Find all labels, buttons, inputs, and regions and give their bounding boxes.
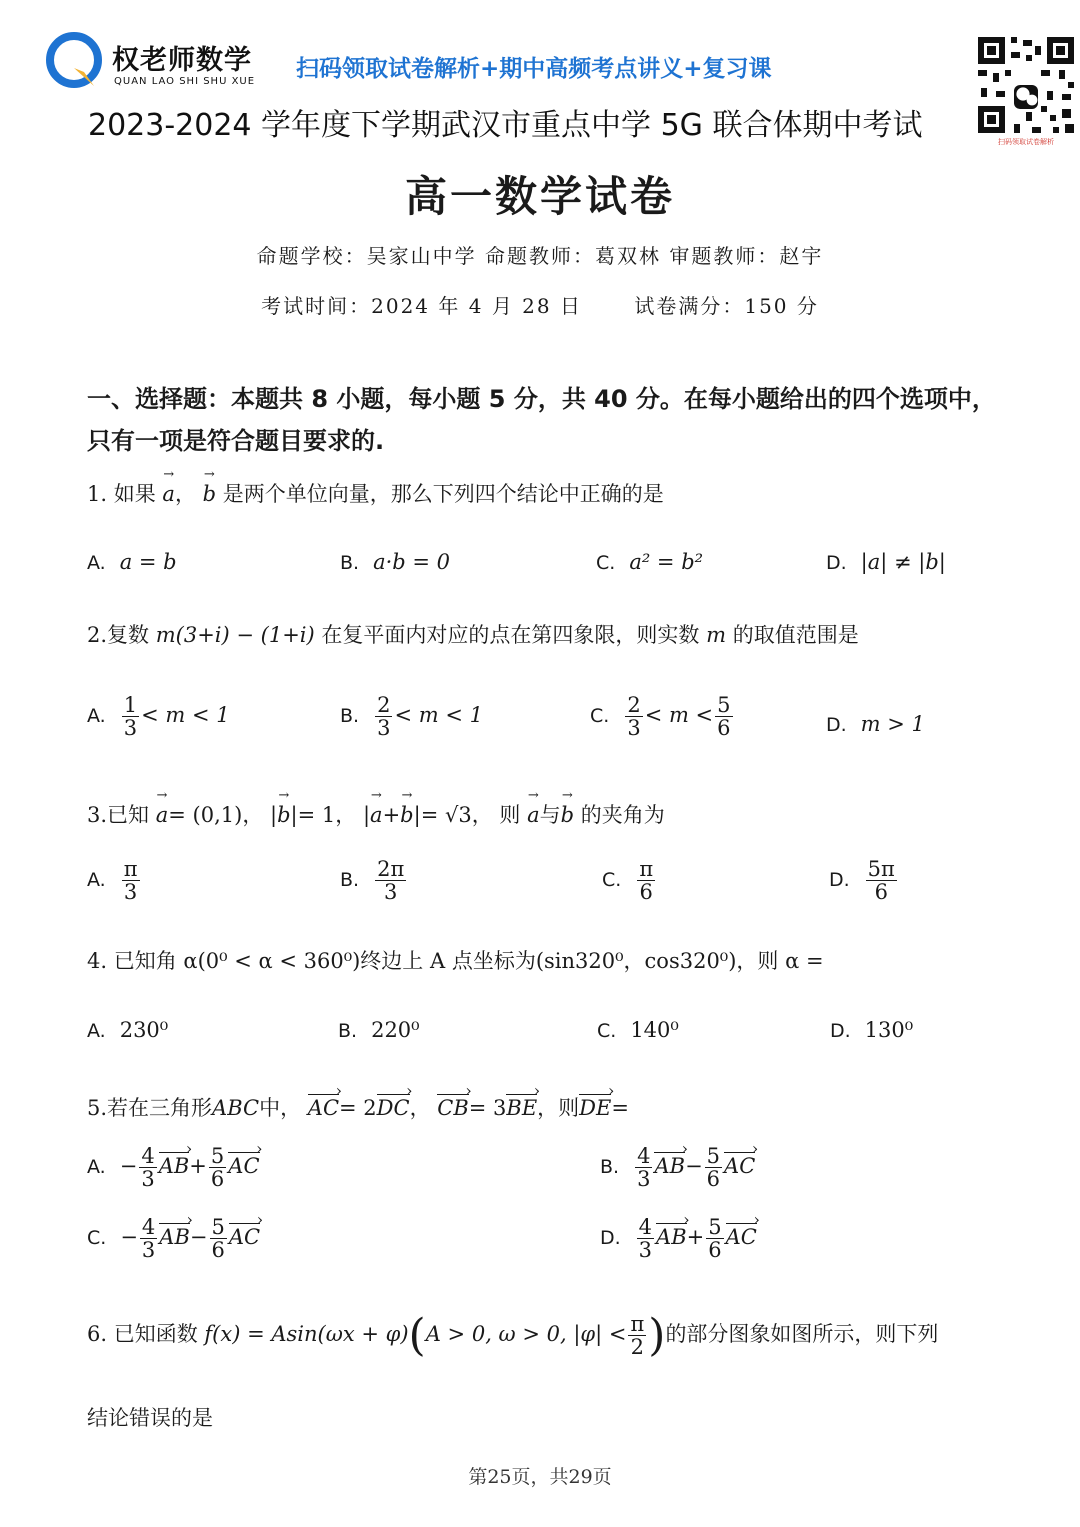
page-header	[0, 0, 1080, 160]
question-3: 3.已知 → a= (0,1)， |→ b|= 1， |→ a+→ b|= √3， 则 → a与→ b 的夹角为	[87, 799, 665, 829]
q5-option-d[interactable]: D. $\frac{4}{3}$ › AB+ $\frac{5}{6}$ › AC	[600, 1216, 757, 1261]
qr-code-icon[interactable]	[975, 34, 1077, 136]
exam-title: 2023-2024 学年度下学期武汉市重点中学 5G 联合体期中考试	[88, 108, 923, 143]
brand-logo-icon	[44, 30, 104, 90]
exam-full-score: 试卷满分：150 分	[634, 294, 819, 318]
q2-option-d[interactable]: D. m > 1	[826, 712, 925, 736]
q1-option-d[interactable]: D. |a| ≠ |b|	[826, 550, 946, 574]
question-6: 6. 已知函数 f(x) = Asin(ωx + φ)(A > 0, ω > 0, |φ| < $\frac{\pi}{2}$ )的部分图象如图所示，则下列	[87, 1310, 939, 1361]
q3-option-b[interactable]: B. $\frac{2\pi}{3}$	[340, 857, 405, 905]
promo-banner[interactable]: 扫码领取试卷解析+期中高频考点讲义+复习课	[296, 56, 772, 82]
section-title: 一、选择题：本题共 8 小题，每小题 5 分，共 40 分。在每小题给出的四个选项中，只有一项是符合题目要求的.	[87, 385, 996, 455]
q1-option-c[interactable]: C. a² = b²	[596, 550, 704, 574]
q5-option-c[interactable]: C. − $\frac{4}{3}$ › AB− $\frac{5}{6}$ › AC	[87, 1216, 260, 1261]
brand-pinyin: QUAN LAO SHI SHU XUE	[114, 76, 256, 87]
page-number: 第25页，共29页	[468, 1466, 612, 1488]
question-2: 2.复数 m(3+i) − (1+i) 在复平面内对应的点在第四象限，则实数 m 的取值范围是	[87, 623, 859, 647]
q1-option-b[interactable]: B. a·b = 0	[340, 550, 451, 574]
question-1: 1. 如果 → a， → b 是两个单位向量，那么下列四个结论中正确的是	[87, 478, 664, 508]
q2-option-c[interactable]: C. $\frac{2}{3}$ < m < $\frac{5}{6}$	[590, 693, 731, 741]
q4-option-a[interactable]: A. 230⁰	[87, 1018, 169, 1042]
brand-name: 权老师数学	[112, 45, 252, 76]
exam-meta	[0, 290, 1080, 319]
q2-option-a[interactable]: A. $\frac{1}{3}$ < m < 1	[87, 693, 230, 741]
exam-date: 考试时间：2024 年 4 月 28 日	[261, 294, 582, 318]
question-6-line2: 结论错误的是	[87, 1406, 213, 1430]
exam-setters: 命题学校：吴家山中学 命题教师：葛双林 审题教师：赵宇	[256, 244, 824, 268]
question-5: 5.若在三角形ABC中， › AC= 2› DC， › CB= 3› BE，则› DE=	[87, 1092, 629, 1122]
qr-caption: 扫码领取试卷解析	[998, 138, 1054, 146]
q3-option-a[interactable]: A. $\frac{\pi}{3}$	[87, 857, 138, 905]
q5-option-b[interactable]: B. $\frac{4}{3}$ › AB− $\frac{5}{6}$ › AC	[600, 1145, 755, 1190]
q4-option-c[interactable]: C. 140⁰	[597, 1018, 679, 1042]
q3-option-d[interactable]: D. $\frac{5\pi}{6}$	[829, 857, 895, 905]
q4-option-b[interactable]: B. 220⁰	[338, 1018, 420, 1042]
q5-option-a[interactable]: A. − $\frac{4}{3}$ › AB+ $\frac{5}{6}$ › AC	[87, 1145, 260, 1190]
q2-option-b[interactable]: B. $\frac{2}{3}$ < m < 1	[340, 693, 483, 741]
page-title: 高一数学试卷	[404, 172, 675, 221]
question-4: 4. 已知角 α(0⁰ < α < 360⁰)终边上 A 点坐标为(sin320⁰，cos320⁰)，则 α =	[87, 949, 824, 973]
q3-option-c[interactable]: C. $\frac{\pi}{6}$	[602, 857, 654, 905]
q4-option-d[interactable]: D. 130⁰	[830, 1018, 914, 1042]
q1-option-a[interactable]: A. a = b	[87, 550, 177, 574]
